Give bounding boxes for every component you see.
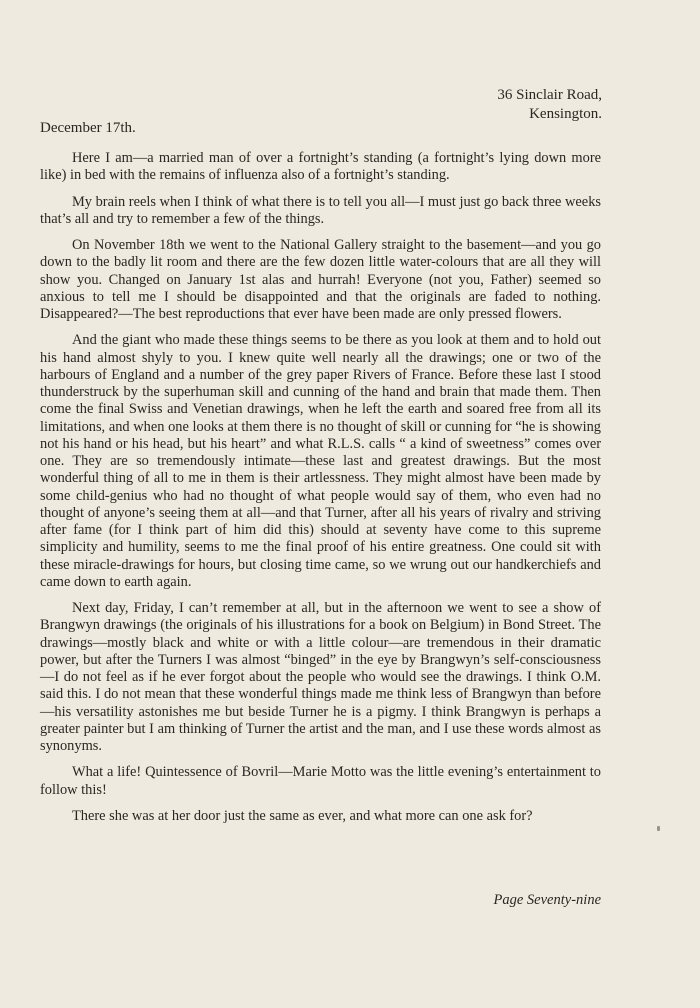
address-street: 36 Sinclair Road, bbox=[497, 87, 602, 103]
letter-body bbox=[40, 150, 601, 834]
paragraph: On November 18th we went to the National Gallery straight to the basement—and you go down to the badly lit room and there are the few dozen little water-colours that are all they will show you. Changed on January 1st alas and hurrah! Everyone (not you, Father) seemed so anxious to tell me I should be disappointed and that the originals are faded to nothing. Disappeared?—The best reproductions that ever have been made are only pressed flowers. bbox=[40, 237, 601, 322]
paragraph: What a life! Quintessence of Bovril—Marie Motto was the little evening’s entertainment to follow this! bbox=[40, 764, 601, 798]
address-block bbox=[497, 86, 602, 124]
address-district: Kensington. bbox=[529, 106, 602, 122]
letter-date: December 17th. bbox=[40, 120, 136, 136]
paragraph: My brain reels when I think of what there is to tell you all—I must just go back three weeks that’s all and try to remember a few of the things. bbox=[40, 193, 601, 227]
page-number: Page Seventy-nine bbox=[493, 892, 601, 908]
paragraph: Next day, Friday, I can’t remember at all, but in the afternoon we went to see a show of Brangwyn drawings (the originals of his illustrations for a book on Belgium) in Bond Street. The drawings—mostly black and white or with a little colour—are tremendous in their dramatic power, but after the Turners I was almost “binged” in the eye by Brangwyn’s self-consciousness—I do not feel as if he ever forgot about the people who would see the drawings. I think O.M. said this. I do not mean that these wonderful things made me think less of Brangwyn than before—his versatility astonishes me but beside Turner he is a pigmy. I think Brangwyn is perhaps a greater painter but I am thinking of Turner the artist and the man, and I use these words almost as synonyms. bbox=[40, 600, 601, 754]
paragraph: There she was at her door just the same as ever, and what more can one ask for? bbox=[72, 807, 533, 824]
paragraph: Here I am—a married man of over a fortnight’s standing (a fortnight’s lying down more like) in bed with the remains of influenza also of a fortnight’s standing. bbox=[40, 150, 601, 184]
paper-speck bbox=[657, 826, 660, 831]
paragraph: And the giant who made these things seems to be there as you look at them and to hold out his hand almost shyly to you. I knew quite well nearly all the drawings; one or two of the harbours of England and a number of the grey paper Rivers of France. Before these last I stood thunderstruck by the superhuman skill and cunning of the hand and brain that made them. Then come the final Swiss and Venetian drawings, when he left the earth and soared free from all its limitations, and when one looks at them there is no thought of skill or cunning for “he is showing not his hand or his head, but his heart” and what R.L.S. calls “ a kind of sweetness” comes over one. They are so tremendously intimate—these last and greatest drawings. But the most wonderful thing of all to me in them is their artlessness. They might almost have been made by some child-genius who had no thought of what people would say of them, who even had no thought of anyone’s seeing them at all—and that Turner, after all his years of rivalry and striving after fame (for I think part of him did this) should at seventy have come to this supreme simplicity and humility, seems to me the final proof of his entire greatness. One could sit with these miracle-drawings for hours, but closing time came, so we wrung out our handkerchiefs and came down to earth again. bbox=[40, 332, 601, 590]
